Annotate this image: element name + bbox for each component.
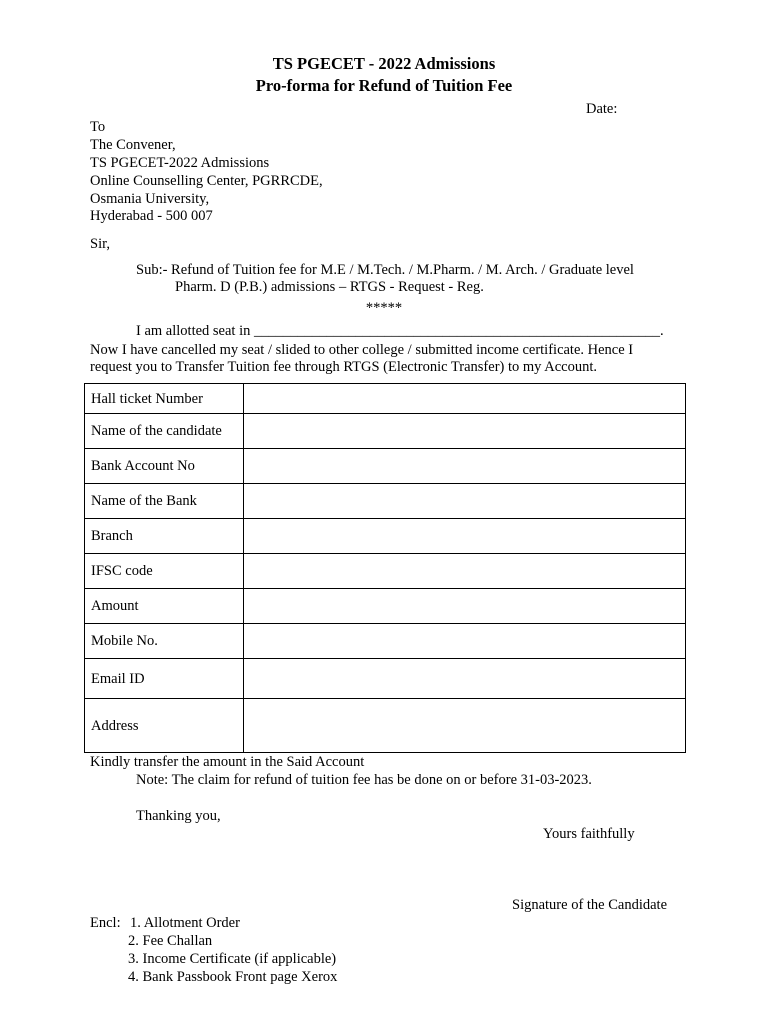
mobile-field[interactable] (244, 624, 686, 659)
date-label: Date: (586, 101, 618, 117)
enclosure-item: 4. Bank Passbook Front page Xerox (128, 969, 338, 985)
page-title: TS PGECET - 2022 Admissions (272, 54, 496, 73)
address-line: TS PGECET-2022 Admissions (90, 155, 270, 171)
field-label: Address (85, 699, 244, 753)
salutation: Sir, (90, 236, 110, 252)
field-label: Name of the candidate (85, 414, 244, 449)
enclosure-item: 1. Allotment Order (130, 915, 240, 931)
table-row (85, 659, 686, 699)
page-subtitle: Pro-forma for Refund of Tuition Fee (255, 76, 513, 95)
field-label: Bank Account No (85, 449, 244, 484)
address-line: Osmania University, (90, 191, 210, 207)
account-number-field[interactable] (244, 449, 686, 484)
table-row (85, 624, 686, 659)
refund-details-table (84, 383, 686, 753)
subject-line-2: Pharm. D (P.B.) admissions – RTGS - Request - Reg. (175, 279, 484, 295)
address-line: The Convener, (90, 137, 176, 153)
thanks-text: Thanking you, (136, 808, 221, 824)
address-field[interactable] (244, 699, 686, 753)
field-label: Amount (85, 589, 244, 624)
branch-field[interactable] (244, 519, 686, 554)
address-line: Online Counselling Center, PGRRCDE, (90, 173, 323, 189)
allotted-seat-line: I am allotted seat in ________________________________________________________. (136, 323, 664, 339)
subject-line-1: Sub:- Refund of Tuition fee for M.E / M.Tech. / M.Pharm. / M. Arch. / Graduate level (136, 262, 634, 278)
candidate-name-field[interactable] (244, 414, 686, 449)
enclosure-item: 2. Fee Challan (128, 933, 213, 949)
hall-ticket-field[interactable] (244, 384, 686, 414)
transfer-request-text: Kindly transfer the amount in the Said Account (90, 754, 365, 770)
yours-faithfully: Yours faithfully (543, 826, 635, 842)
field-label: Mobile No. (85, 624, 244, 659)
enclosure-item: 3. Income Certificate (if applicable) (128, 951, 337, 967)
table-row (85, 699, 686, 753)
field-label: IFSC code (85, 554, 244, 589)
table-row (85, 554, 686, 589)
table-row (85, 414, 686, 449)
field-label: Email ID (85, 659, 244, 699)
table-row (85, 589, 686, 624)
address-line: To (90, 119, 106, 135)
body-line: Now I have cancelled my seat / slided to other college / submitted income certificate. Hence I (90, 342, 634, 358)
field-label: Branch (85, 519, 244, 554)
note-text: Note: The claim for refund of tuition fee has be done on or before 31-03-2023. (136, 772, 592, 788)
body-line: request you to Transfer Tuition fee through RTGS (Electronic Transfer) to my Account. (90, 359, 597, 375)
signature-label: Signature of the Candidate (512, 897, 668, 913)
table-row (85, 449, 686, 484)
email-field[interactable] (244, 659, 686, 699)
amount-field[interactable] (244, 589, 686, 624)
ifsc-field[interactable] (244, 554, 686, 589)
field-label: Name of the Bank (85, 484, 244, 519)
table-row (85, 519, 686, 554)
bank-name-field[interactable] (244, 484, 686, 519)
table-row (85, 484, 686, 519)
field-label: Hall ticket Number (85, 384, 244, 414)
address-line: Hyderabad - 500 007 (90, 208, 213, 224)
table-row (85, 384, 686, 414)
enclosure-label: Encl: (90, 915, 121, 931)
separator: ***** (365, 300, 403, 316)
